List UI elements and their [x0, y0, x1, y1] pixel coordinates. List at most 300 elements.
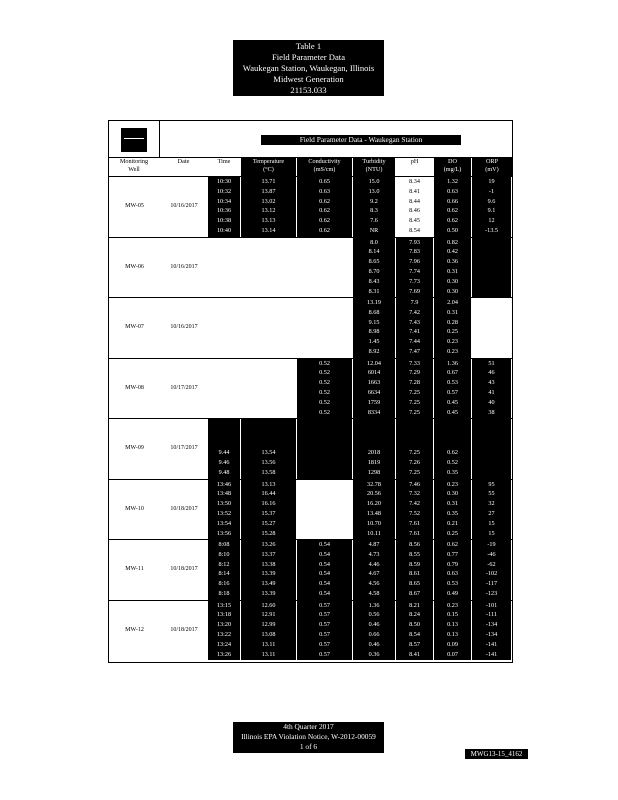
column-header-line: pH — [410, 158, 419, 165]
cell-turb: 9.2 — [370, 197, 378, 205]
cell-do: 0.25 — [447, 328, 458, 336]
cell-orp: 43 — [488, 379, 495, 387]
cell-ph: 8.59 — [409, 560, 420, 568]
column-header-line: (NTU) — [365, 166, 383, 173]
cell-temp: 13.12 — [261, 207, 276, 215]
well-id: MW-05 — [125, 203, 144, 210]
well-group — [109, 539, 512, 601]
cell-cond: 0.62 — [319, 217, 330, 225]
cell-do: 0.30 — [447, 287, 458, 295]
cell-cond: 0.63 — [319, 187, 330, 195]
cell-ph: 8.41 — [409, 650, 420, 658]
cell-time: 13:46 — [216, 480, 232, 488]
well-id: MW-11 — [125, 566, 144, 573]
cell-cond: 0.52 — [319, 408, 330, 416]
cell-orp: 51 — [488, 359, 495, 367]
cell-orp: -46 — [487, 550, 496, 558]
column-header-line: Turbidity — [362, 158, 386, 165]
cell-turb: 1.36 — [368, 601, 380, 609]
well-id: MW-06 — [125, 263, 144, 270]
cell-turb: 4.87 — [368, 541, 380, 548]
cell-time: 13:50 — [216, 500, 232, 508]
cell-temp: 13.87 — [261, 187, 276, 195]
title-line: Waukegan Station, Waukegan, Illinois — [242, 63, 375, 73]
footer-block — [233, 722, 384, 753]
well-group — [109, 418, 512, 480]
cell-ph: 7.74 — [409, 267, 420, 275]
cell-temp: 13.13 — [261, 480, 276, 488]
column-header-ph — [396, 158, 433, 176]
cell-ph: 8.50 — [409, 621, 420, 629]
cell-orp: -141 — [485, 640, 498, 648]
cell-orp: 32 — [488, 500, 495, 508]
cell-turb: 10.70 — [367, 519, 381, 527]
cell-do: 0.77 — [447, 550, 458, 558]
table-heading-bar — [160, 121, 512, 158]
column-header-line: (°C) — [263, 166, 274, 173]
cell-do: 0.57 — [447, 388, 458, 396]
cell-do: 0.45 — [447, 398, 458, 406]
cell-ph: 8.44 — [409, 197, 420, 205]
cell-ph: 8.54 — [409, 630, 420, 638]
cell-cond: 0.57 — [319, 650, 330, 658]
column-header-well — [109, 158, 159, 176]
cell-cond: 0.57 — [319, 630, 330, 638]
cell-cond: 0.52 — [319, 388, 330, 396]
cell-do: 1.36 — [447, 359, 458, 367]
cell-time: 13:54 — [216, 519, 232, 527]
cell-do: 0.15 — [447, 611, 458, 619]
sample-date: 10/16/2017 — [170, 203, 198, 210]
cell-orp: 40 — [488, 398, 495, 406]
cell-time: 9.46 — [218, 459, 230, 467]
cell-temp: 13.11 — [261, 650, 276, 658]
cell-cond: 0.54 — [319, 570, 330, 578]
cell-cond: 0.54 — [319, 550, 330, 558]
column-header-line: Conductivity — [308, 158, 341, 165]
cell-turb: 8.14 — [368, 248, 380, 256]
cell-turb: 1663 — [367, 379, 381, 387]
cell-do: 0.23 — [447, 348, 458, 355]
cell-ph: 7.25 — [409, 388, 420, 396]
cell-ph: 8.24 — [409, 611, 420, 619]
cell-turb: 0.36 — [368, 650, 380, 658]
cell-temp: 13.08 — [261, 630, 276, 638]
sample-date: 10/18/2017 — [170, 566, 198, 573]
cell-turb: 1819 — [367, 459, 381, 467]
cell-ph: 7.47 — [409, 348, 420, 355]
cell-ph: 7.44 — [409, 338, 420, 346]
cell-cond: 0.54 — [319, 560, 330, 568]
cell-time: 8:12 — [218, 560, 230, 568]
well-id: MW-07 — [125, 324, 144, 331]
cell-orp: 41 — [488, 388, 495, 396]
footer-line: 4th Quarter 2017 — [283, 722, 334, 731]
cell-do: 0.67 — [447, 369, 458, 377]
cell-ph: 8.65 — [409, 580, 420, 588]
cell-time: 10:30 — [216, 178, 232, 185]
cell-ph: 7.83 — [409, 248, 420, 256]
cell-temp: 12.60 — [261, 601, 276, 609]
cell-temp: 13.71 — [261, 178, 276, 185]
footer-line: 1 of 6 — [299, 742, 318, 751]
well-group — [109, 297, 512, 359]
cell-orp: -102 — [485, 570, 498, 578]
title-line: Table 1 — [295, 41, 322, 51]
cell-cond: 0.62 — [319, 227, 330, 234]
cell-time: 10:38 — [216, 217, 232, 225]
cell-ph: 7.28 — [409, 379, 420, 387]
cell-time: 9.48 — [218, 469, 230, 476]
cell-do: 0.07 — [447, 650, 458, 658]
cell-turb: 7.6 — [370, 217, 378, 225]
cell-turb: 1298 — [367, 469, 381, 476]
cell-temp: 13.37 — [261, 550, 276, 558]
cell-turb: 8.98 — [368, 328, 380, 336]
column-header-turb — [353, 158, 395, 176]
cell-ph: 7.25 — [409, 398, 420, 406]
title-line: Midwest Generation — [273, 74, 344, 84]
cell-ph: 7.25 — [409, 449, 420, 457]
column-header-line: Monitoring — [119, 158, 149, 165]
well-group — [109, 176, 512, 238]
cell-turb: 8.92 — [368, 348, 380, 355]
cell-orp: -62 — [487, 560, 496, 568]
cell-do: 0.53 — [447, 379, 458, 387]
cell-orp: 46 — [488, 369, 495, 377]
cell-temp: 13.02 — [261, 197, 276, 205]
cell-time: 10:36 — [216, 207, 232, 215]
cell-temp: 13.26 — [261, 541, 276, 548]
cell-orp: -111 — [486, 611, 497, 619]
cell-do: 0.66 — [447, 197, 458, 205]
cell-time: 13:56 — [216, 529, 232, 537]
cell-ph: 8.57 — [409, 640, 420, 648]
cell-do: 0.28 — [447, 318, 458, 326]
cell-do: 0.13 — [447, 621, 458, 629]
cell-temp: 13.38 — [261, 560, 276, 568]
cell-orp: -117 — [485, 580, 498, 588]
cell-time: 13:20 — [216, 621, 232, 629]
column-header-date — [160, 158, 207, 176]
cell-orp: 19 — [488, 178, 495, 185]
cell-do: 0.52 — [447, 459, 458, 467]
cell-time: 13:52 — [216, 509, 232, 517]
logo-cell — [109, 121, 160, 158]
column-header-line: (mg/L) — [443, 166, 462, 173]
cell-time: 10:34 — [216, 197, 232, 205]
cell-time: 8:16 — [218, 580, 230, 588]
cell-ph: 7.96 — [409, 258, 420, 266]
cell-orp: 55 — [488, 490, 495, 498]
cell-ph: 8.45 — [409, 217, 420, 225]
cell-ph: 8.61 — [409, 570, 420, 578]
column-header-temp — [241, 158, 296, 176]
cell-orp: -19 — [487, 541, 496, 548]
cell-turb: 6014 — [367, 369, 381, 377]
cell-turb: 8334 — [367, 408, 381, 416]
cell-cond: 0.62 — [319, 207, 330, 215]
cell-orp: -141 — [485, 650, 498, 658]
sample-date: 10/16/2017 — [170, 324, 198, 331]
footer-line: Illinois EPA Violation Notice, W-2012-00059 — [241, 732, 376, 741]
cell-temp: 13.39 — [261, 570, 276, 578]
cell-temp: 12.91 — [261, 611, 276, 619]
cell-ph: 8.46 — [409, 207, 420, 215]
cell-turb: 13.0 — [368, 187, 380, 195]
title-line: Field Parameter Data — [271, 52, 346, 62]
cell-turb: 2018 — [367, 449, 381, 457]
column-header-line: DO — [448, 158, 457, 165]
cell-cond: 0.52 — [319, 379, 330, 387]
cell-turb: 8.70 — [368, 267, 380, 275]
cell-temp: 15.28 — [261, 529, 276, 537]
cell-cond: 0.57 — [319, 640, 330, 648]
cell-cond: 0.52 — [319, 369, 330, 377]
cell-do: 0.45 — [447, 408, 458, 416]
cell-orp: 38 — [488, 408, 495, 416]
cell-ph: 8.34 — [409, 178, 420, 185]
cell-orp: -134 — [485, 630, 498, 638]
cell-ph: 8.55 — [409, 550, 420, 558]
cell-cond: 0.54 — [319, 590, 330, 597]
cell-time: 13:22 — [216, 630, 232, 638]
well-group — [109, 237, 512, 299]
cell-turb: 1.45 — [368, 338, 380, 346]
table-heading: Field Parameter Data - Waukegan Station — [261, 135, 461, 145]
cell-do: 0.63 — [447, 570, 458, 578]
column-header-do — [434, 158, 471, 176]
column-header-line: (mV) — [485, 166, 499, 173]
cell-do: 0.30 — [447, 277, 458, 285]
cell-time: 10:40 — [216, 227, 232, 234]
cell-do: 0.23 — [447, 601, 458, 609]
cell-ph: 7.43 — [409, 318, 420, 326]
cell-turb: 15.0 — [368, 178, 380, 185]
cell-turb: 8.0 — [370, 238, 378, 246]
cell-orp: 27 — [488, 509, 495, 517]
cell-turb: 8.3 — [370, 207, 378, 215]
cell-turb: 8.31 — [368, 287, 380, 295]
cell-ph: 7.73 — [409, 277, 420, 285]
cell-turb: 8.68 — [368, 308, 380, 316]
cell-do: 0.25 — [447, 529, 458, 537]
cell-turb: 13.19 — [367, 299, 381, 306]
cell-orp: 12 — [488, 217, 495, 225]
cell-temp: 13.13 — [261, 217, 276, 225]
column-header-cond — [297, 158, 352, 176]
cell-ph: 7.29 — [409, 369, 420, 377]
cell-do: 0.62 — [447, 207, 458, 215]
cell-temp: 15.27 — [261, 519, 276, 527]
well-id: MW-12 — [125, 626, 144, 633]
sample-date: 10/18/2017 — [170, 626, 198, 633]
cell-cond: 0.57 — [319, 611, 330, 619]
cell-do: 0.82 — [447, 238, 458, 246]
cell-do: 0.53 — [447, 580, 458, 588]
sample-date: 10/16/2017 — [170, 263, 198, 270]
cell-orp: -134 — [485, 621, 498, 629]
cell-turb: 0.46 — [368, 640, 380, 648]
cell-time: 13:24 — [216, 640, 232, 648]
column-header-line: Temperature — [252, 158, 285, 165]
cell-ph: 7.9 — [410, 299, 419, 306]
cell-do: 0.31 — [447, 267, 458, 275]
cell-do: 0.79 — [447, 560, 458, 568]
cell-turb: 4.56 — [368, 580, 380, 588]
title-line: 21153.033 — [290, 85, 327, 95]
cell-orp: -13.5 — [485, 227, 498, 234]
cell-do: 0.42 — [447, 248, 458, 256]
cell-cond: 0.57 — [319, 621, 330, 629]
cell-time: 8:08 — [218, 541, 230, 548]
cell-orp: -101 — [485, 601, 498, 609]
cell-ph: 7.26 — [409, 459, 420, 467]
cell-temp: 13.49 — [261, 580, 276, 588]
cell-turb: 32.78 — [367, 480, 381, 488]
cell-ph: 7.46 — [409, 480, 420, 488]
cell-do: 0.35 — [447, 469, 458, 476]
cell-ph: 8.54 — [409, 227, 420, 234]
cell-ph: 7.25 — [409, 469, 420, 476]
cell-turb: 8.43 — [368, 277, 380, 285]
cell-turb: NR — [369, 227, 379, 234]
cell-time: 13:18 — [216, 611, 232, 619]
cell-ph: 7.52 — [409, 509, 420, 517]
cell-temp: 15.37 — [261, 509, 276, 517]
cell-do: 0.36 — [447, 258, 458, 266]
cell-do: 0.50 — [447, 227, 458, 234]
field-parameter-table — [108, 120, 513, 663]
cell-cond: 0.54 — [319, 541, 330, 548]
cell-ph: 7.93 — [409, 238, 420, 246]
cell-ph: 7.61 — [409, 519, 420, 527]
cell-ph: 7.33 — [409, 359, 420, 367]
title-block — [233, 40, 384, 96]
cell-do: 0.62 — [447, 449, 458, 457]
column-header-row — [109, 158, 512, 176]
cell-turb: 0.56 — [368, 611, 380, 619]
cell-do: 0.62 — [447, 541, 458, 548]
cell-turb: 20.56 — [367, 490, 381, 498]
cell-time: 9.44 — [218, 449, 230, 457]
cell-cond: 0.57 — [319, 601, 330, 609]
cell-do: 0.09 — [447, 640, 458, 648]
cell-ph: 7.69 — [409, 287, 420, 295]
redaction-block — [297, 419, 352, 479]
cell-ph: 7.25 — [409, 408, 420, 416]
cell-turb: 1759 — [367, 398, 381, 406]
column-header-line: Date — [177, 158, 190, 165]
cell-cond: 0.62 — [319, 197, 330, 205]
cell-cond: 0.54 — [319, 580, 330, 588]
cell-time: 13:48 — [216, 490, 232, 498]
cell-temp: 16.44 — [261, 490, 276, 498]
sample-date: 10/17/2017 — [170, 384, 198, 391]
well-group — [109, 358, 512, 420]
cell-do: 1.32 — [447, 178, 458, 185]
document-id: MWG13-15_4162 — [465, 749, 528, 759]
cell-do: 2.04 — [447, 299, 458, 306]
cell-ph: 8.21 — [409, 601, 420, 609]
cell-do: 0.31 — [447, 500, 458, 508]
cell-do: 0.23 — [447, 480, 458, 488]
cell-temp: 13.56 — [261, 459, 276, 467]
cell-orp: 15 — [488, 519, 495, 527]
cell-do: 0.13 — [447, 630, 458, 638]
cell-do: 0.63 — [447, 187, 458, 195]
cell-temp: 13.39 — [261, 590, 276, 597]
well-id: MW-08 — [125, 384, 144, 391]
cell-turb: 9.15 — [368, 318, 380, 326]
cell-do: 0.21 — [447, 519, 458, 527]
cell-ph: 7.42 — [409, 308, 420, 316]
cell-ph: 7.41 — [409, 328, 420, 336]
cell-turb: 13.48 — [367, 509, 381, 517]
cell-turb: 0.46 — [368, 621, 380, 629]
cell-do: 0.49 — [447, 590, 458, 597]
cell-time: 8:14 — [218, 570, 230, 578]
cell-temp: 13.14 — [261, 227, 276, 234]
cell-turb: 16.20 — [367, 500, 381, 508]
cell-ph: 8.41 — [409, 187, 420, 195]
cell-temp: 12.99 — [261, 621, 276, 629]
cell-orp: 15 — [488, 529, 495, 537]
redaction-block — [472, 419, 511, 479]
well-group — [109, 600, 512, 662]
cell-orp: 9.6 — [487, 197, 496, 205]
sample-date: 10/18/2017 — [170, 505, 198, 512]
column-header-orp — [472, 158, 512, 176]
cell-orp: 95 — [488, 480, 495, 488]
cell-temp: 16.16 — [261, 500, 276, 508]
cell-ph: 7.42 — [409, 500, 420, 508]
well-id: MW-09 — [125, 445, 144, 452]
cell-do: 0.31 — [447, 308, 458, 316]
cell-turb: 10.11 — [367, 529, 381, 537]
cell-time: 13:15 — [216, 601, 232, 609]
cell-do: 0.30 — [447, 490, 458, 498]
column-header-time — [208, 158, 240, 176]
cell-temp: 13.54 — [261, 449, 276, 457]
sample-date: 10/17/2017 — [170, 445, 198, 452]
cell-cond: 0.52 — [319, 359, 330, 367]
cell-time: 13:26 — [216, 650, 232, 658]
cell-orp: 9.1 — [487, 207, 496, 215]
cell-orp: -1 — [488, 187, 495, 195]
cell-ph: 7.61 — [409, 529, 420, 537]
cell-cond: 0.65 — [319, 178, 330, 185]
cell-turb: 0.66 — [368, 630, 380, 638]
column-header-line: Time — [217, 158, 231, 165]
cell-time: 10:32 — [216, 187, 232, 195]
cell-ph: 8.67 — [409, 590, 420, 597]
cell-do: 0.23 — [447, 338, 458, 346]
cell-time: 8:10 — [218, 550, 230, 558]
cell-turb: 4.46 — [368, 560, 380, 568]
cell-cond: 0.52 — [319, 398, 330, 406]
column-header-line: (mS/cm) — [313, 166, 336, 173]
cell-do: 0.62 — [447, 217, 458, 225]
cell-ph: 8.56 — [409, 541, 420, 548]
cell-turb: 4.73 — [368, 550, 380, 558]
cell-turb: 6634 — [367, 388, 381, 396]
column-header-line: Well — [128, 166, 140, 173]
cell-temp: 13.11 — [261, 640, 276, 648]
cell-orp: -123 — [485, 590, 498, 597]
cell-time: 8:18 — [218, 590, 230, 597]
cell-turb: 4.67 — [368, 570, 380, 578]
